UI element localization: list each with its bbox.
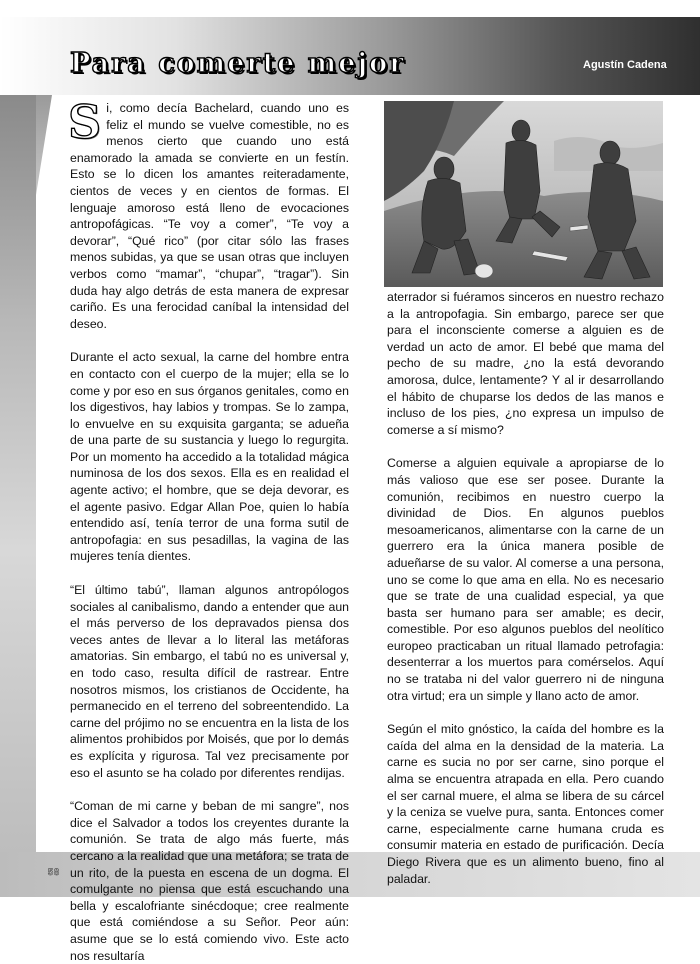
page-number: 58 — [48, 867, 61, 877]
paragraph-7: Según el mito gnóstico, la caída del hombre es la caída del alma en la densidad de la materia. La carne es sucia no por ser carne, sino porque el alma se encuentra atrapada en ella. Pero cuando el ser carnal muere, el alma se libera de su cárcel y la ceniza se vuelve pura, santa. Entonces comer carne, especialmente carne humana cruda es consumir materia en estado de purificación. Decía Diego Rivera que es un alimento bueno, fino al paladar. — [387, 722, 664, 886]
paragraph-1 — [68, 95, 349, 332]
left-margin-band-corner — [36, 95, 52, 195]
right-text-column — [387, 289, 664, 887]
drop-cap: S — [68, 95, 102, 149]
paragraph-5: aterrador si fuéramos sinceros en nuestro rechazo a la antropofagia. Sin embargo, parece ser que para el inconsciente comerse a alguien es de verdad un acto de amor. El bebé que mama del pecho de su madre, ¿no la está devorando amorosa, dulce, lentamente? Y al ir desarrollando el hábito de chuparse los dedos de las manos e incluso de los pies, ¿no expresa un impulso de comerse a sí mismo? — [387, 290, 664, 437]
left-margin-band — [0, 95, 36, 852]
paragraph-6: Comerse a alguien equivale a apropiarse de lo más valioso que ese ser posee. Durante la comunión, recibimos en nuestro cuerpo la divinidad de Dios. En algunos pueblos mesoamericanos, alimentarse con la carne de un guerrero era la única manera posible de adueñarse de su valor. Al comerse a una persona, uno se come lo que ama en ella. No es necesario que se trate de una cualidad especial, ya que basta ser humano para ser amable; es decir, comestible. Por eso algunos pueblos del neolítico europeo practicaban un ritual llamado petrofagia: desenterrar a los muertos para comérselos. Aquí no se trataba ni del valor guerrero ni de ninguna otra virtud; era un simple y llano acto de amor. — [387, 456, 664, 703]
left-text-column — [68, 95, 349, 964]
article-title: Para comerte mejor — [70, 48, 406, 79]
paragraph-2: Durante el acto sexual, la carne del hombre entra en contacto con el cuerpo de la mujer; ella se lo come y por eso en sus órganos genitales, como en los digestivos, hay labios y trompas. Se lo zampa, lo envuelve en su exquisita garganta; se adueña de una parte de su sustancia y luego lo regurgita. Por un momento ha accedido a la totalidad mágica numinosa de los dos sexos. Ella es en realidad el agente activo; el hombre, que se deja devorar, es el agente pasivo. Edgar Allan Poe, quien lo había entendido así, tenía terror de una forma sutil de antropofagia: en sus pesadillas, la vagina de las mujeres tenía dientes. — [70, 350, 349, 564]
article-author: Agustín Cadena — [583, 59, 667, 71]
paragraph-4: “Coman de mi carne y beban de mi sangre”, nos dice el Salvador a todos los creyentes durante la comunión. Se trata de algo más fuerte, más cercano a la realidad que una metáfora; se trata de un rito, de la puesta en escena de un dogma. El comulgante no piensa que está escuchando una bella y escalofriante sinécdoque; cree realmente que está comiéndose a su Señor. Peor aún: asume que se lo está comiendo vivo. Este acto nos resultaría — [70, 799, 349, 963]
paragraph-1-text: i, como decía Bachelard, cuando uno es feliz el mundo se vuelve comestible, no es menos cierto que cuando uno está enamorado la amada se convierte en un festín. Esto se lo dicen los amantes reiteradamente, cientos de veces y en cientos de formas. El lenguaje amoroso está lleno de evocaciones antropofágicas. “Te voy a comer”, “Te voy a devorar”, “Qué rico” (por citar sólo las frases menos subidas, ya que se usan otras que incluyen verbos como “mamar”, “chupar”, “tragar”). Sin duda hay algo detrás de esta manera de expresar cariño. Es una ferocidad caníbal la intensidad del deseo. — [70, 101, 349, 331]
paragraph-3: “El último tabú”, llaman algunos antropólogos sociales al canibalismo, dando a entender que aun el más perverso de los depravados piensa dos veces antes de llevar a lo literal las metáforas amatorias. Sin embargo, el tabú no es universal y, en todo caso, resulta difícil de rastrear. Entre nosotros mismos, los cristianos de Occidente, ha permanecido en el terreno del sobreentendido. La carne del prójimo no se encuentra en la lista de los alimentos prohibidos por Moisés, que por lo demás es explícita y rigurosa. Tal vez precisamente por eso el asunto se ha colado por diferentes rendijas. — [70, 583, 349, 780]
cavemen-illustration — [384, 101, 663, 287]
